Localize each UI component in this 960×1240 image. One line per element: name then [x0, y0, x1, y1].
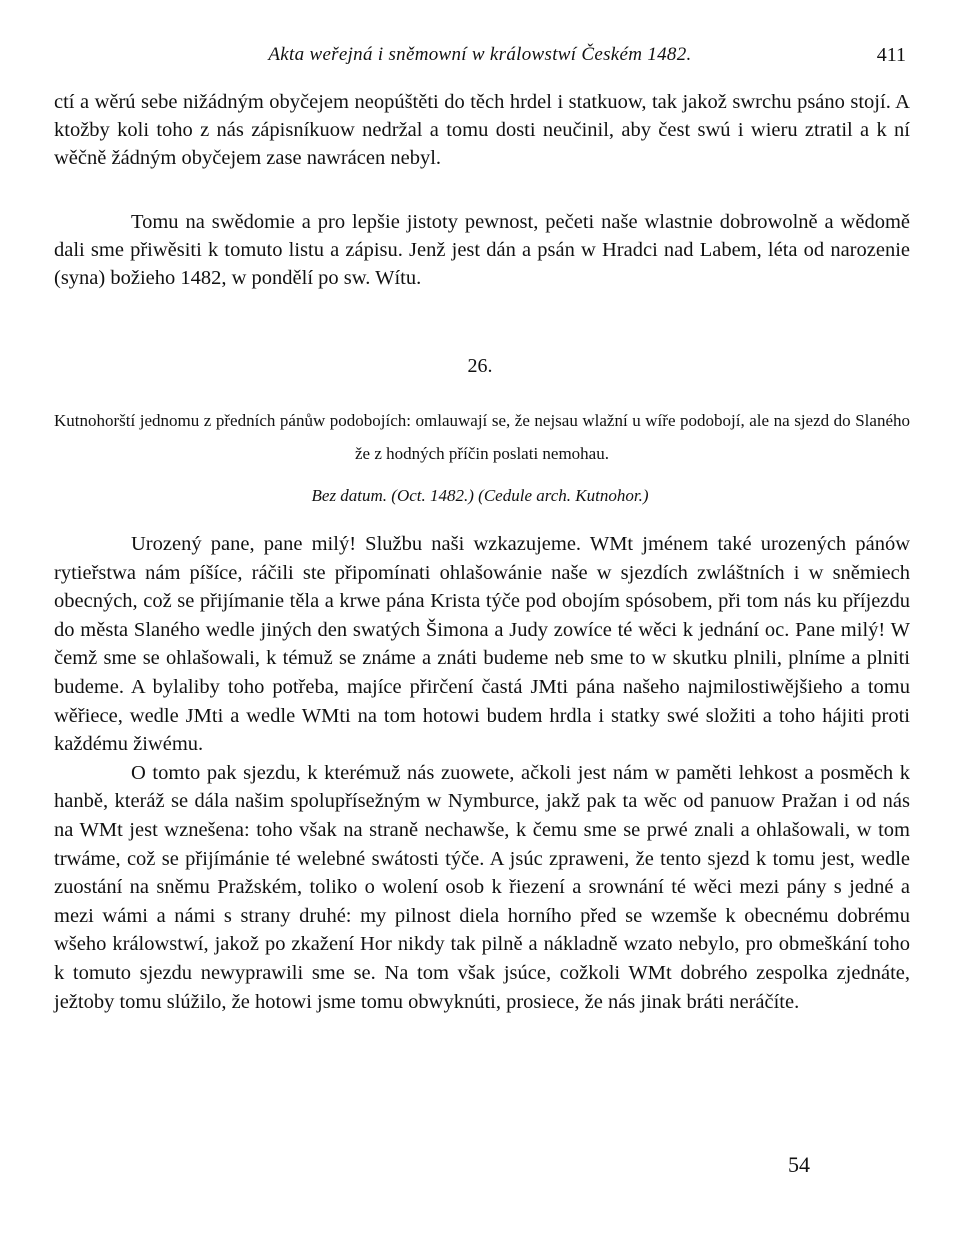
- page-number: 411: [876, 44, 906, 66]
- paragraph-text: ctí a wěrú sebe nižádným obyčejem neopúštěti do těch hrdel i statkuow, tak jakož swrchu psáno stojí. A ktožby koli toho z nás zápisníkuow nedržal a tomu dosti neučinil, aby čest swú i wieru ztratil a k ní wěčně žádným obyčejem zase nawrácen nebyl.: [54, 91, 910, 169]
- letter-body: [54, 530, 910, 1016]
- paragraph-text: Tomu na swědomie a pro lepšie jistoty pewnost, pečeti naše wlastnie dobrowolně a wědomě dali sme přiwěsiti k tomuto listu a zápisu. Jenž jest dán a psán w Hradci nad Labem, léta od narozenie (syna) božieho 1482, w pondělí po sw. Wítu.: [54, 211, 910, 289]
- document-number: 26.: [467, 355, 493, 377]
- running-title: Akta weřejná i sněmowní w králowstwí Českém 1482.: [268, 44, 692, 65]
- document-source-note: Bez datum. (Oct. 1482.) (Cedule arch. Kutnohor.): [311, 486, 649, 505]
- preceding-paragraph-2: [54, 208, 910, 292]
- letter-paragraph: O tomto pak sjezdu, k kterémuž nás zuowete, ačkoli jest nám w paměti lehkost a posměch k hanbě, kteráž se dála našim spolupřísežným w Nymburce, jakž pak ta wěc od panuow Pražan i od nás na WMt jest wznešena: toho však na straně nechawše, k čemu sme se prwé znali a ohlašowali, w tom trwáme, což se přijímánie té welebné swátosti týče. A jsúc zpraweni, že tento sjezd k tomu jest, wedle zuostání na sněmu Pražském, toliko o wolení osob k řiezení a srownání té wěci mezi pány s jedné a mezi wámi a námi s strany druhé: my pilnost diela horního před se wzemše k obecnému dobrému wšeho králowstwí, jakož po zkažení Hor nikdy tak pilně a nákladně wzato nebylo, pro obmeškání toho k tomuto sjezdu newyprawili sme se. Na tom však jsúce, cožkoli WMt dobrého zespolka zjednáte, ježtoby tomu slúžilo, že hotowi jsme tomu obwyknúti, prosiece, že nás jinak bráti neráčíte.: [54, 761, 910, 1013]
- printer-signature-mark: 54: [788, 1152, 810, 1177]
- letter-paragraph: Urozený pane, pane milý! Službu naši wzkazujeme. WMt jménem také urozených pánów rytieřstwa nám píšíce, ráčili ste připomínati ohlašowánie naše w sjezdích zwláštních i w sněmiech obecných, což se přijímanie těla a krwe pána Krista týče pod obojím spósobem, při tom nás ku příjezdu do města Slaného wedle jiných den swatých Šimona a Judy zowíce té wěci k jednání oc. Pane milý! W čemž sme se ohlašowali, k témuž se známe a znáti budeme neb sme to w skutku plnili, plníme a plniti budeme. A bylaliby toho potřeba, majíce přirčení častá JMti pána našeho najmilostiwějšieho a tomu wěřiece, wedle JMti a wedle WMti na tom hotowi budem hrdla i statky swé složiti a toho hájiti proti každému žiwému.: [54, 533, 910, 756]
- preceding-paragraph-1: [54, 88, 910, 172]
- document-summary: Kutnohorští jednomu z předních pánůw podobojích: omlauwají se, že nejsau wlažní u wíře podobojí, ale na sjezd do Slaného že z hodných příčin poslati nemohau.: [54, 411, 910, 463]
